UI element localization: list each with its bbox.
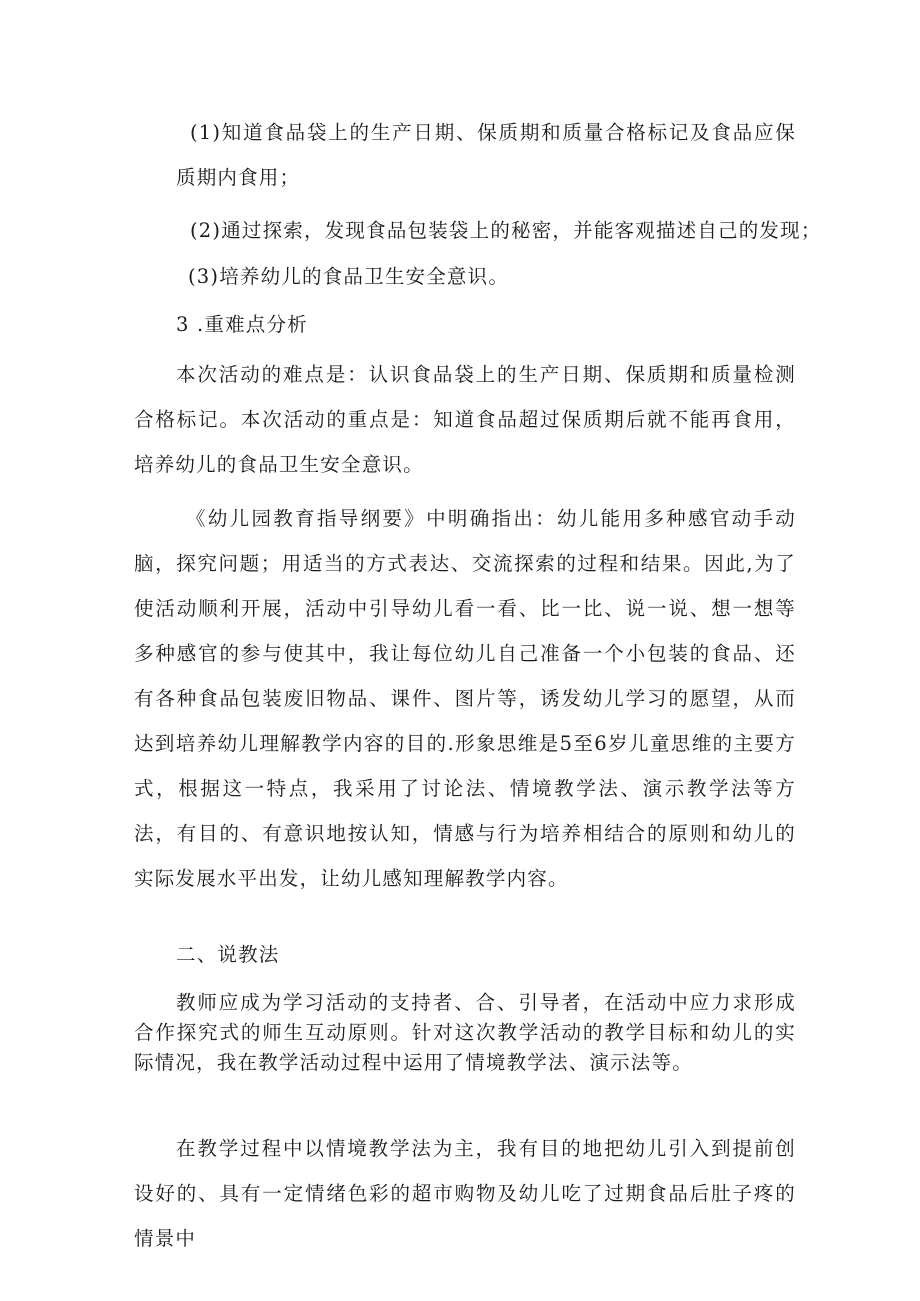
objective-2: (2)通过探索，发现食品包装袋上的秘密，并能客观描述自己的发现； (190, 219, 822, 242)
guideline-paragraph: 《幼儿园教育指导纲要》中明确指出：幼儿能用多种感官动手动脑，探究问题；用适当的方式表达、交流探索的过程和结果。因此,为了使活动顺利开展，活动中引导幼儿看一看、比一比、说一说、想一想等多种感官的参与使其中，我让每位幼儿自己准备一个小包装的食品、还有各种食品包装废旧物品、课件、图片等，诱发幼儿学习的愿望，从而达到培养幼儿理解教学内容的目的.形象思维是5至6岁儿童思维的主要方式，根据这一特点，我采用了讨论法、情境教学法、演示教学法等方法，有目的、有意识地按认知，情感与行为培养相结合的原则和幼儿的实际发展水平出发，让幼儿感知理解教学内容。 (134, 507, 796, 890)
objective-1: (1)知道食品袋上的生产日期、保质期和质量合格标记及食品应保质期内食用； (176, 121, 796, 189)
teacher-role-paragraph: 教师应成为学习活动的支持者、合、引导者，在活动中应力求形成合作探究式的师生互动原则。针对这次教学活动的教学目标和幼儿的实际情况，我在教学活动过程中运用了情境教学法、演示法等。 (134, 991, 796, 1074)
section-heading-key-difficult-points: 3 .重难点分析 (176, 313, 308, 336)
objective-3: (3)培养幼儿的食品卫生安全意识。 (188, 265, 510, 288)
situational-method-paragraph: 在教学过程中以情境教学法为主，我有目的地把幼儿引入到提前创设好的、具有一定情绪色彩的超市购物及幼儿吃了过期食品后肚子疼的情景中 (134, 1137, 796, 1250)
section-heading-teaching-method: 二、说教法 (176, 943, 280, 966)
difficulty-paragraph: 本次活动的难点是：认识食品袋上的生产日期、保质期和质量检测合格标记。本次活动的重点是：知道食品超过保质期后就不能再食用，培养幼儿的食品卫生安全意识。 (134, 363, 796, 476)
